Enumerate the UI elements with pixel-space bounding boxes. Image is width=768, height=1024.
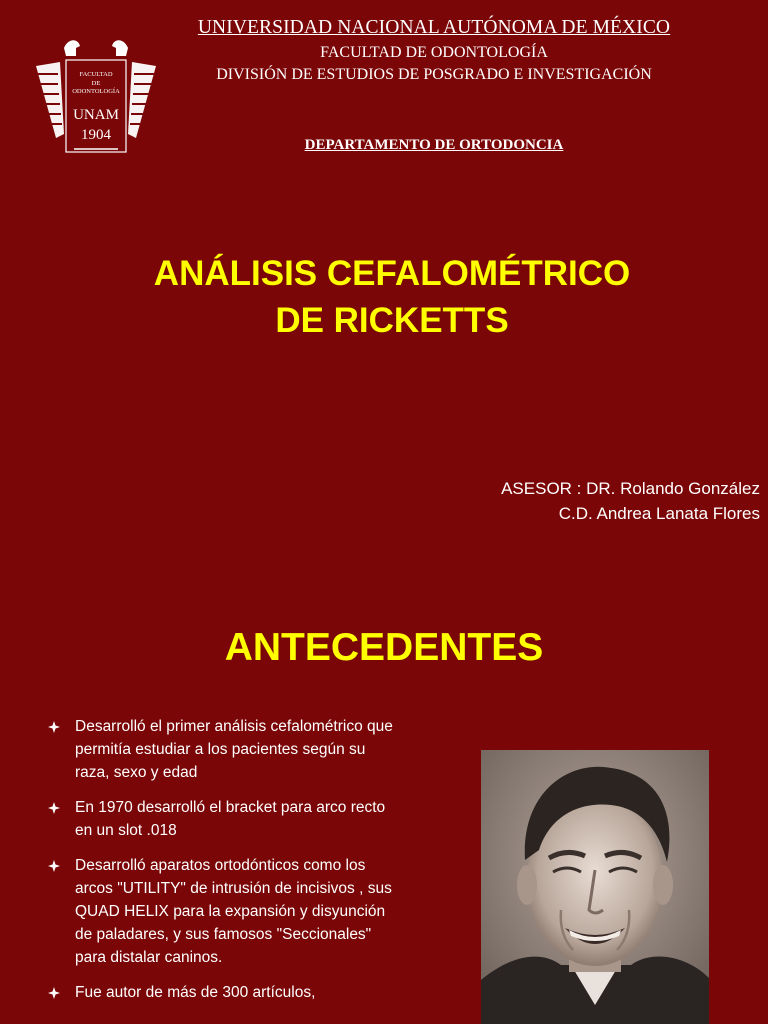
- list-item-text: Fue autor de más de 300 artículos,: [75, 984, 316, 1001]
- section-heading: ANTECEDENTES: [224, 626, 544, 669]
- unam-faculty-logo: [34, 34, 158, 156]
- list-item-text: Desarrolló aparatos ortodónticos como los arcos "UTILITY" de intrusión de incisivos , sus QUAD HELIX para la expansión y disyunción de paladares, y sus famosos "Seccionales" para distalar caninos.: [75, 857, 392, 966]
- portrait-photo: [481, 750, 709, 1024]
- logo-line-3: ODONTOLOGÍA: [72, 88, 120, 95]
- title-line-2: DE RICKETTS: [275, 301, 509, 340]
- diamond-bullet-icon: [48, 860, 60, 872]
- diamond-bullet-icon: [48, 802, 60, 814]
- university-name: UNIVERSIDAD NACIONAL AUTÓNOMA DE MÉXICO: [197, 17, 671, 38]
- logo-line-4: UNAM: [73, 107, 119, 123]
- list-item: [48, 796, 400, 842]
- logo-line-1: FACULTAD: [79, 71, 113, 78]
- list-item: [48, 981, 400, 1004]
- faculty-name: FACULTAD DE ODONTOLOGÍA: [320, 44, 548, 61]
- diamond-bullet-icon: [48, 721, 60, 733]
- list-item: [48, 854, 400, 969]
- logo-line-2: DE: [91, 80, 101, 87]
- diamond-bullet-icon: [48, 987, 60, 999]
- department-name: DEPARTAMENTO DE ORTODONCIA: [304, 137, 564, 153]
- list-item: [48, 715, 400, 784]
- title-line-1: ANÁLISIS CEFALOMÉTRICO: [153, 254, 631, 293]
- logo-line-5: 1904: [81, 127, 111, 143]
- advisor-line-2: C.D. Andrea Lanata Flores: [558, 504, 760, 523]
- list-item-text: Desarrolló el primer análisis cefalométrico que permitía estudiar a los pacientes según su raza, sexo y edad: [75, 718, 393, 781]
- advisor-line-1: ASESOR : DR. Rolando González: [501, 479, 760, 498]
- advisor-block: [501, 476, 760, 526]
- division-name: DIVISIÓN DE ESTUDIOS DE POSGRADO E INVESTIGACIÓN: [216, 66, 652, 83]
- page-title: [0, 250, 768, 344]
- list-item-text: En 1970 desarrolló el bracket para arco recto en un slot .018: [75, 799, 386, 839]
- bullet-list: [48, 715, 400, 1016]
